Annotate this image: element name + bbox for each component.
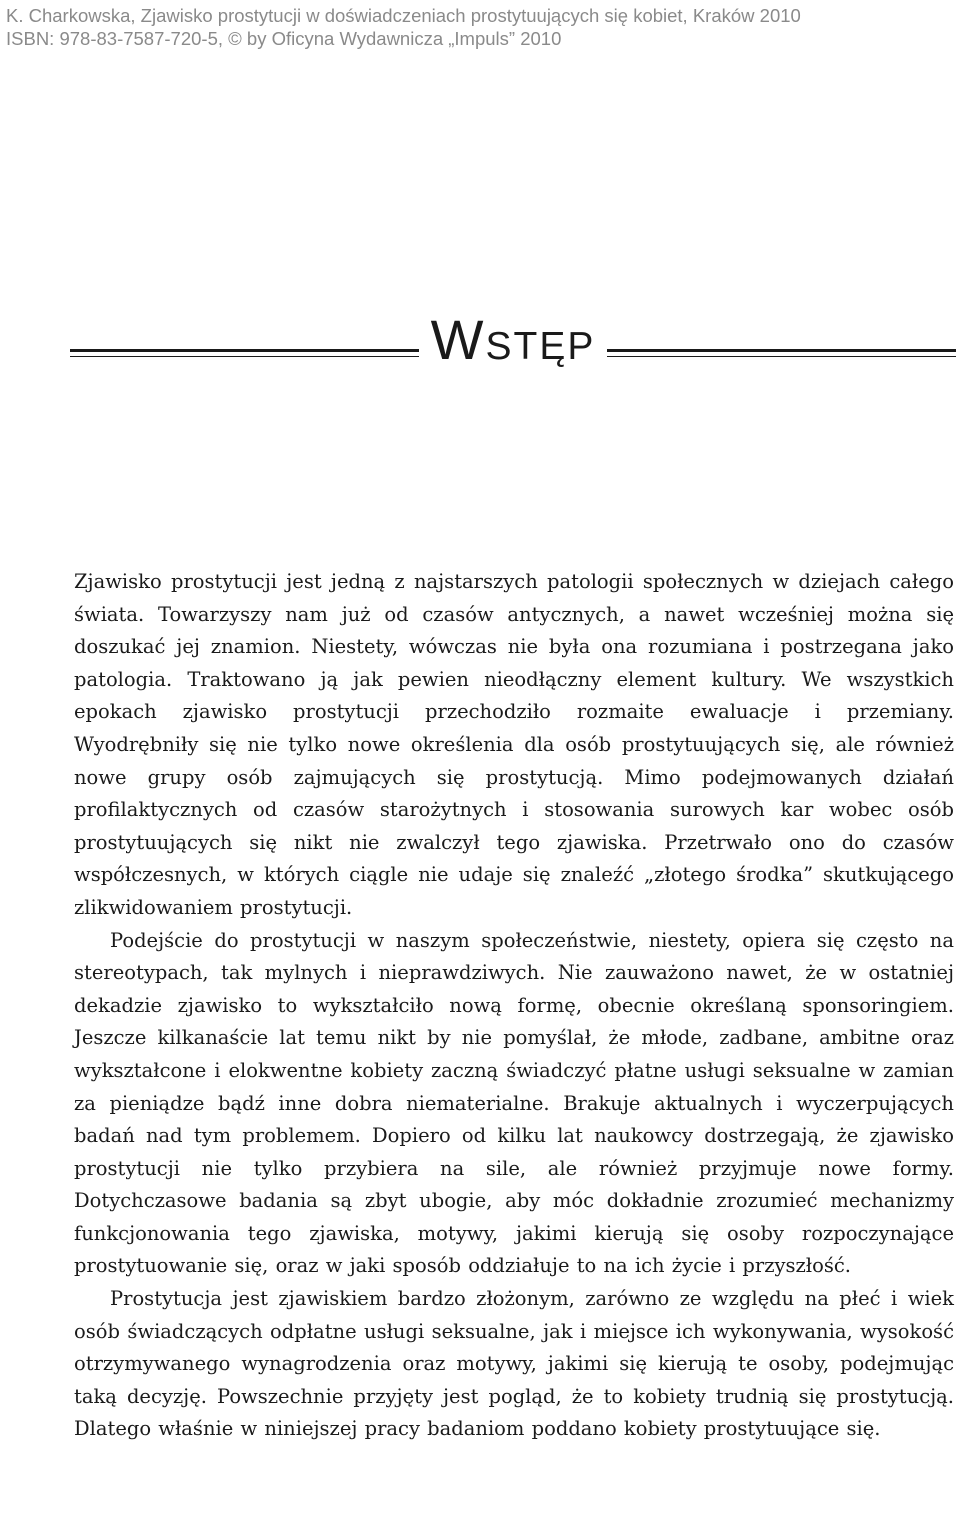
citation-line-1: K. Charkowska, Zjawisko prostytucji w doświadczeniach prostytuujących się kobiet, Kraków 2010 [6, 5, 801, 26]
citation-header [6, 4, 956, 50]
paragraph-2: Podejście do prostytucji w naszym społeczeństwie, niestety, opiera się często na stereotypach, tak mylnych i nieprawdziwych. Nie zauważono nawet, że w ostatniej dekadzie zjawisko to wykształciło nową formę, obecnie określaną sponsoringiem. Jeszcze kilkanaście lat temu nikt by nie pomyślał, że młode, zadbane, ambitne oraz wykształcone i elokwentne kobiety zaczną świadczyć płatne usługi seksualne w zamian za pieniądze bądź inne dobra niematerialne. Brakuje aktualnych i wyczerpujących badań nad tym problemem. Dopiero od kilku lat naukowcy dostrzegają, że zjawisko prostytucji nie tylko przybiera na sile, ale również przyjmuje nowe formy. Dotychczasowe badania są zbyt ubogie, aby móc dokładnie zrozumieć mechanizmy funkcjonowania tego zjawiska, motywy, jakimi kierują się osoby rozpoczynające prostytuowanie się, oraz w jaki sposób oddziałuje to na ich życie i przyszłość. [74, 928, 954, 1278]
title-rule-right [607, 349, 956, 357]
chapter-heading [70, 300, 956, 380]
citation-line-2: ISBN: 978-83-7587-720-5, © by Oficyna Wydawnicza „Impuls” 2010 [6, 28, 562, 49]
body-text [74, 566, 954, 1446]
title-rule-left [70, 349, 419, 357]
chapter-title: Wstęp [430, 308, 596, 371]
paragraph-1: Zjawisko prostytucji jest jedną z najstarszych patologii społecznych w dziejach całego świata. Towarzyszy nam już od czasów antycznych, a nawet wcześniej można się doszukać jej znamion. Niestety, wówczas nie była ona rozumiana i postrzegana jako patologia. Traktowano ją jak pewien nieodłączny element kultury. We wszystkich epokach zjawisko prostytucji przechodziło rozmaite ewaluacje i przemiany. Wyodrębniły się nie tylko nowe określenia dla osób prostytuujących się, ale również nowe grupy osób zajmujących się prostytucją. Mimo podejmowanych działań profilaktycznych od czasów starożytnych i stosowania surowych kar wobec osób prostytuujących się nikt nie zwalczył tego zjawiska. Przetrwało ono do czasów współczesnych, w których ciągle nie udaje się znaleźć „złotego środka” skutkującego zlikwidowaniem prostytucji. [74, 570, 954, 919]
paragraph-3: Prostytucja jest zjawiskiem bardzo złożonym, zarówno ze względu na płeć i wiek osób świadczących odpłatne usługi seksualne, jak i miejsce ich wykonywania, wysokość otrzymywanego wynagrodzenia oraz motywy, jakimi się kierują te osoby, podejmując taką decyzję. Powszechnie przyjęty jest pogląd, że to kobiety trudnią się prostytucją. Dlatego właśnie w niniejszej pracy badaniom poddano kobiety prostytuujące się. [74, 1287, 954, 1441]
